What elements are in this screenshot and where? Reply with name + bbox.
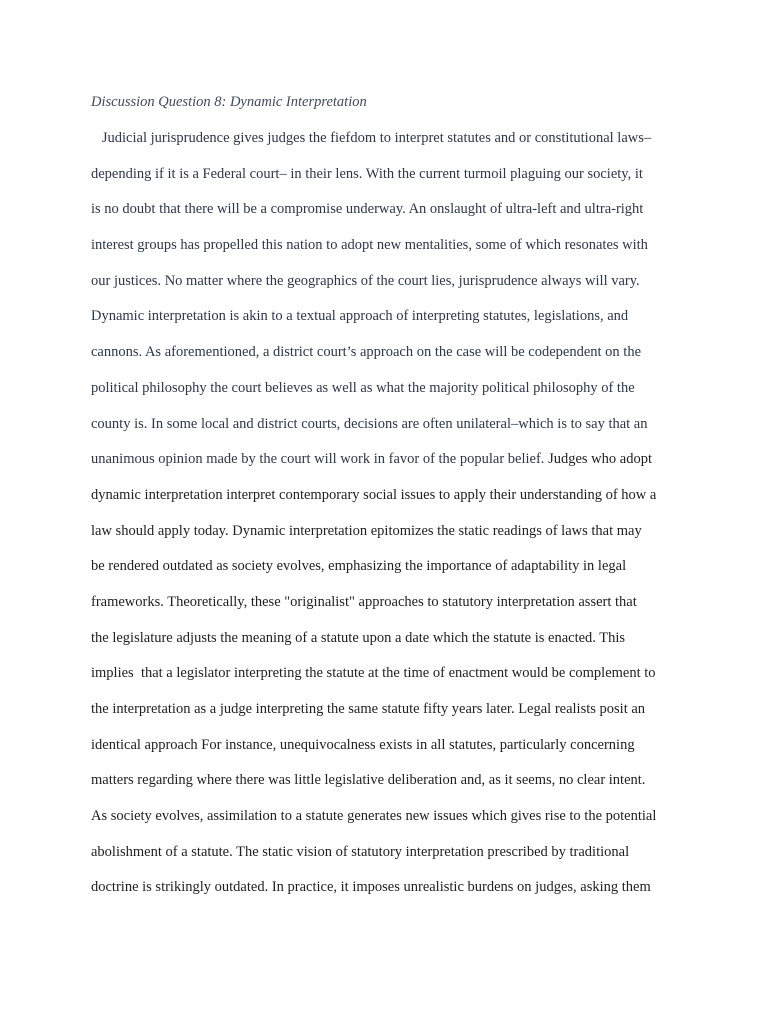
body-line [91,592,711,628]
body-line-text: abolishment of a statute. The static vision of statutory interpretation prescribed by traditional [91,843,630,860]
body-line-text: Judicial jurisprudence gives judges the fiefdom to interpret statutes and or constitutional laws– [91,130,652,146]
body-line-text: Dynamic interpretation is akin to a textual approach of interpreting statutes, legislations, and [91,308,629,325]
body-line-text: the interpretation as a judge interpreting the same statute fifty years later. Legal realists posit an [91,701,646,717]
body-line [91,306,711,342]
body-line-text: unanimous opinion made by the court will work in favor of the popular belief. [91,451,549,468]
body-line-text: identical approach For instance, unequivocalness exists in all statutes, particularly concerning [91,736,635,753]
body-line [91,164,711,200]
body-line-text: matters regarding where there was little legislative deliberation and, as it seems, no clear intent. [91,772,646,789]
document-title: Discussion Question 8: Dynamic Interpretation [91,94,367,110]
body-line-text: Judges who adopt [548,451,652,468]
body-line-text: dynamic interpretation interpret contemporary social issues to apply their understanding of how a [91,486,657,503]
document-body [91,128,711,913]
body-line [91,414,711,450]
body-line [91,556,711,592]
body-line [91,877,711,913]
body-line [91,342,711,378]
body-line [91,521,711,557]
body-line-text: depending if it is a Federal court– in their lens. With the current turmoil plaguing our society, it [91,165,643,182]
body-line [91,128,711,164]
body-line [91,235,711,271]
body-line-text: frameworks. Theoretically, these "originalist" approaches to statutory interpretation assert that [91,593,637,610]
body-line-text: law should apply today. Dynamic interpretation epitomizes the static readings of laws that may [91,522,642,539]
body-line [91,378,711,414]
body-line-text: interest groups has propelled this nation to adopt new mentalities, some of which resonates with [91,237,648,254]
body-line-text: cannons. As aforementioned, a district court’s approach on the case will be codependent on the [91,344,642,361]
body-line [91,485,711,521]
body-line-text: is no doubt that there will be a compromise underway. An onslaught of ultra-left and ultra-right [91,201,644,218]
body-line-text: our justices. No matter where the geographics of the court lies, jurisprudence always will vary. [91,272,640,289]
body-line [91,271,711,307]
body-line-text: doctrine is strikingly outdated. In practice, it imposes unrealistic burdens on judges, asking them [91,879,651,896]
body-line-text: implies that a legislator interpreting the statute at the time of enactment would be complement to [91,665,656,682]
body-line [91,628,711,664]
body-line-text: As society evolves, assimilation to a statute generates new issues which gives rise to the potential [91,808,657,825]
body-line [91,735,711,771]
body-line-text: the legislature adjusts the meaning of a statute upon a date which the statute is enacted. This [91,629,626,646]
body-line [91,199,711,235]
body-line [91,806,711,842]
body-line-text: be rendered outdated as society evolves, emphasizing the importance of adaptability in legal [91,558,627,575]
body-line [91,770,711,806]
body-line [91,449,711,485]
body-line-text: political philosophy the court believes as well as what the majority political philosophy of the [91,379,635,396]
body-line [91,699,711,735]
body-line [91,663,711,699]
body-line-text: county is. In some local and district courts, decisions are often unilateral–which is to say that an [91,415,648,432]
body-line [91,842,711,878]
